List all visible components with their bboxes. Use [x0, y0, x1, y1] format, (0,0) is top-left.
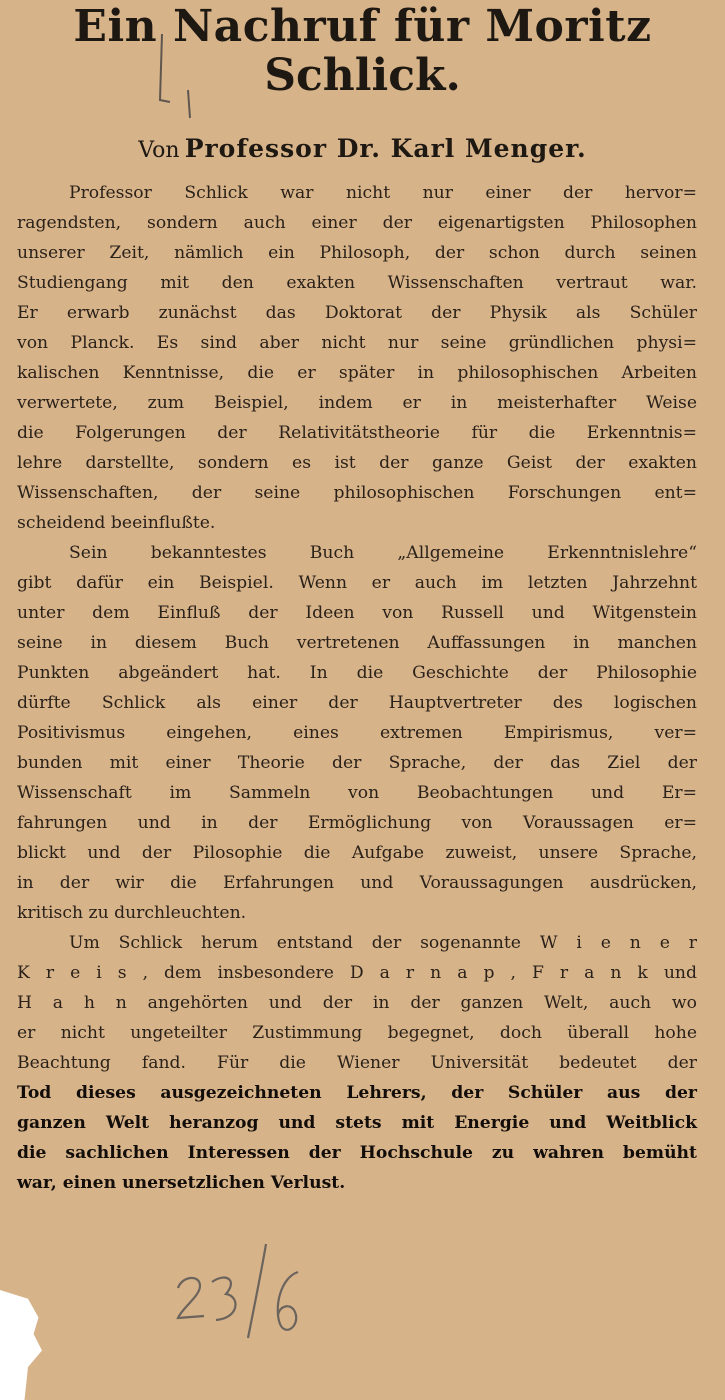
article-line: die Folgerungen der Relativitätstheorie für die Erkenntnis= — [17, 423, 697, 443]
article-body — [17, 178, 697, 1198]
torn-corner — [0, 1290, 70, 1400]
article-line: Sein bekanntestes Buch „Allgemeine Erkenntnislehre“ — [69, 543, 697, 563]
article-line: bunden mit einer Theorie der Sprache, der das Ziel der — [17, 753, 697, 773]
article-line: war, einen unersetzlichen Verlust. — [17, 1173, 346, 1193]
article-line: Wissenschaft im Sammeln von Beobachtungen und Er= — [17, 783, 697, 803]
headline — [0, 2, 725, 101]
article-line: scheidend beeinflußte. — [17, 513, 216, 533]
article-line: H a h n angehörten und der in der ganzen Welt, auch wo — [17, 993, 697, 1013]
byline-von: Von — [138, 138, 180, 163]
headline-line-1: Ein Nachruf für Moritz — [73, 1, 652, 52]
article-line: Professor Schlick war nicht nur einer der hervor= — [69, 183, 697, 203]
article-line: gibt dafür ein Beispiel. Wenn er auch im letzten Jahrzehnt — [17, 573, 697, 593]
article-line: dürfte Schlick als einer der Hauptvertreter des logischen — [17, 693, 697, 713]
article-line: unserer Zeit, nämlich ein Philosoph, der schon durch seinen — [17, 243, 697, 263]
article-line: ganzen Welt heranzog und stets mit Energie und Weitblick — [17, 1113, 697, 1133]
article-line: in der wir die Erfahrungen und Voraussagungen ausdrücken, — [17, 873, 697, 893]
article-line: K r e i s , dem insbesondere D a r n a p , F r a n k und — [17, 963, 697, 983]
article-line: Studiengang mit den exakten Wissenschaften vertraut war. — [17, 273, 697, 293]
article-line: fahrungen und in der Ermöglichung von Voraussagen er= — [17, 813, 697, 833]
handwritten-date — [170, 1238, 310, 1348]
article-line: Wissenschaften, der seine philosophischen Forschungen ent= — [17, 483, 697, 503]
article-line: kalischen Kenntnisse, die er später in philosophischen Arbeiten — [17, 363, 697, 383]
byline-author: Professor Dr. Karl Menger. — [184, 134, 587, 163]
article-line: blickt und der Pilosophie die Aufgabe zuweist, unsere Sprache, — [17, 843, 697, 863]
byline — [0, 134, 725, 163]
article-line: lehre darstellte, sondern es ist der ganze Geist der exakten — [17, 453, 697, 473]
article-line: Punkten abgeändert hat. In die Geschichte der Philosophie — [17, 663, 697, 683]
article-line: Er erwarb zunächst das Doktorat der Physik als Schüler — [17, 303, 697, 323]
article-line: Beachtung fand. Für die Wiener Universität bedeutet der — [17, 1053, 697, 1073]
article-line: ragendsten, sondern auch einer der eigenartigsten Philosophen — [17, 213, 697, 233]
headline-line-2: Schlick. — [264, 50, 461, 102]
article-line: verwertete, zum Beispiel, indem er in meisterhafter Weise — [17, 393, 697, 413]
pencil-bracket-mark — [150, 30, 210, 120]
article-line: die sachlichen Interessen der Hochschule zu wahren bemüht — [17, 1143, 697, 1163]
article-line: seine in diesem Buch vertretenen Auffassungen in manchen — [17, 633, 697, 653]
article-line: Positivismus eingehen, eines extremen Empirismus, ver= — [17, 723, 697, 743]
article-line: von Planck. Es sind aber nicht nur seine gründlichen physi= — [17, 333, 697, 353]
article-line: Tod dieses ausgezeichneten Lehrers, der Schüler aus der — [17, 1083, 697, 1103]
article-line: kritisch zu durchleuchten. — [17, 903, 247, 923]
article-line: er nicht ungeteilter Zustimmung begegnet, doch überall hohe — [17, 1023, 697, 1043]
article-line: Um Schlick herum entstand der sogenannte W i e n e r — [69, 933, 697, 953]
article-line: unter dem Einfluß der Ideen von Russell und Witgenstein — [17, 603, 697, 623]
